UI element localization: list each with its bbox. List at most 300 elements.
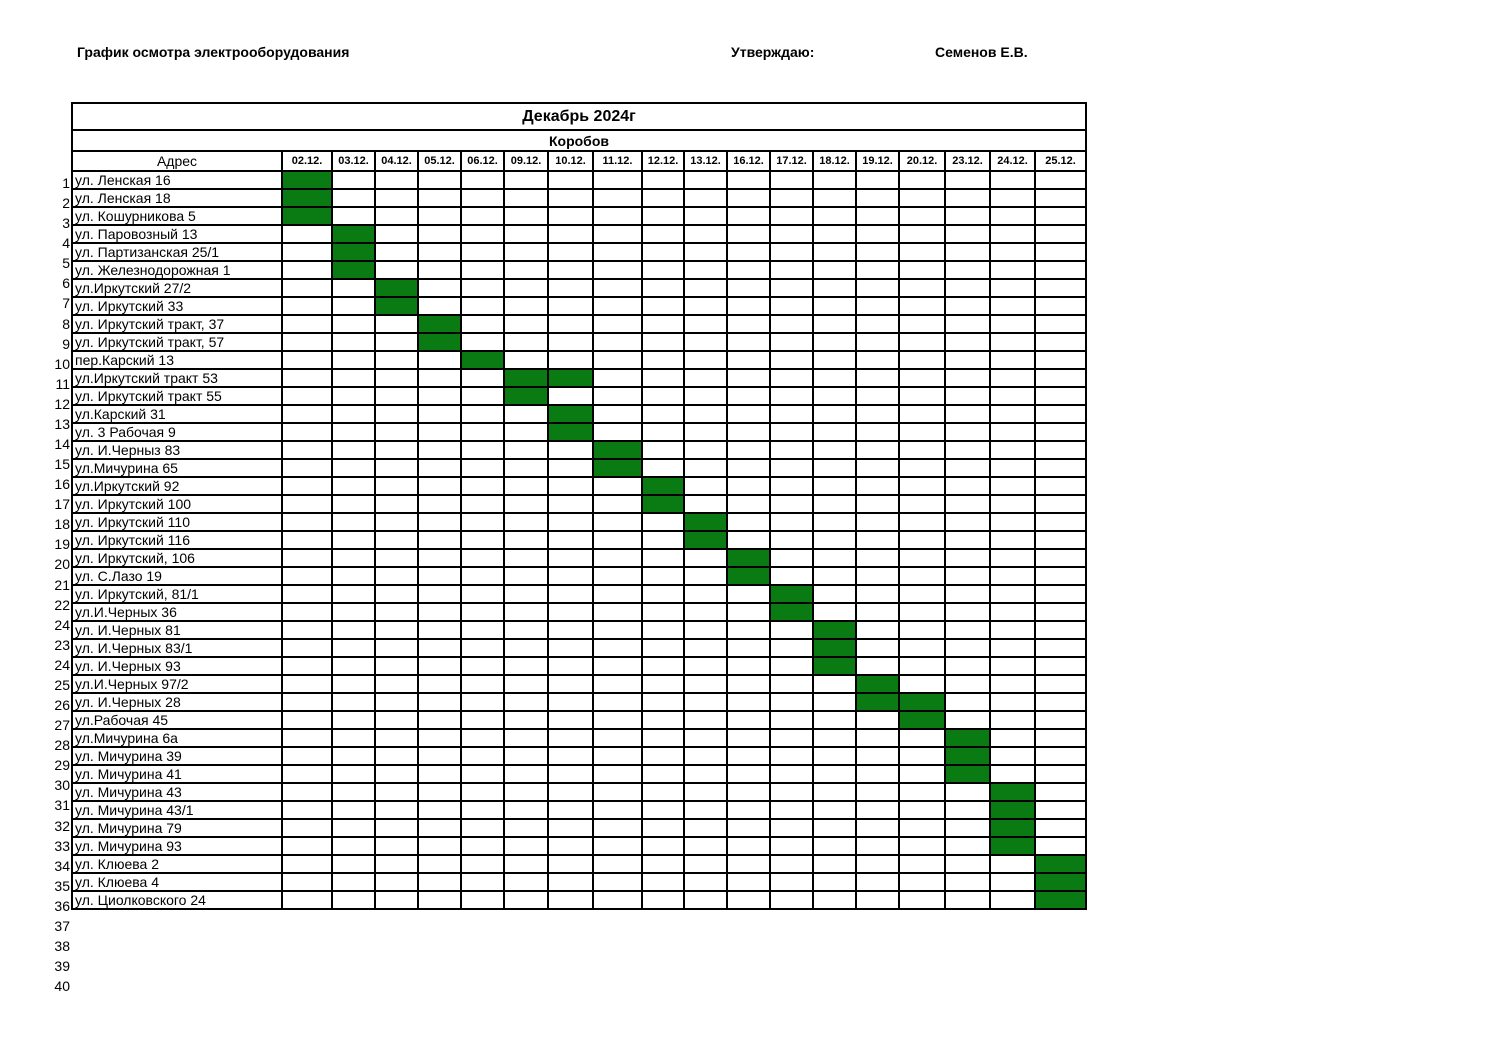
day-cell [461, 495, 504, 513]
address-cell: ул. Иркутский 116 [72, 531, 282, 549]
address-cell: ул. 3 Рабочая 9 [72, 423, 282, 441]
table-row [72, 243, 1086, 261]
day-cell [282, 621, 332, 639]
day-cell [813, 747, 856, 765]
day-cell [990, 729, 1035, 747]
address-cell: ул. Иркутский тракт 55 [72, 387, 282, 405]
address-column-header: Адрес [72, 151, 282, 171]
day-cell [684, 549, 727, 567]
day-cell [375, 855, 418, 873]
table-row [72, 279, 1086, 297]
row-number: 40 [54, 978, 70, 995]
row-number: 1 [62, 175, 70, 191]
day-cell [684, 873, 727, 891]
day-cell [548, 657, 593, 675]
day-cell [727, 729, 770, 747]
day-cell [282, 711, 332, 729]
day-cell [461, 675, 504, 693]
day-cell [990, 639, 1035, 657]
day-cell [813, 405, 856, 423]
day-cell [548, 675, 593, 693]
row-number: 3 [62, 215, 70, 232]
day-cell [684, 261, 727, 279]
day-cell [282, 315, 332, 333]
day-cell [282, 513, 332, 531]
scheduled-day-cell [945, 747, 990, 765]
scheduled-day-cell [642, 477, 684, 495]
day-cell [375, 405, 418, 423]
scheduled-day-cell [593, 441, 642, 459]
day-cell [332, 891, 375, 909]
day-cell [727, 495, 770, 513]
day-cell [593, 585, 642, 603]
day-cell [504, 513, 548, 531]
day-cell [1035, 765, 1086, 783]
day-cell [548, 531, 593, 549]
day-cell [548, 495, 593, 513]
row-numbers [40, 173, 70, 996]
row-number: 10 [54, 355, 70, 372]
day-cell [770, 333, 813, 351]
address-cell: ул. Иркутский 33 [72, 297, 282, 315]
day-cell [727, 333, 770, 351]
day-cell [282, 603, 332, 621]
day-cell [282, 387, 332, 405]
day-cell [727, 657, 770, 675]
day-cell [813, 369, 856, 387]
address-cell: ул.И.Черных 97/2 [72, 675, 282, 693]
address-cell: ул.Рабочая 45 [72, 711, 282, 729]
day-cell [727, 855, 770, 873]
day-cell [945, 837, 990, 855]
day-cell [727, 873, 770, 891]
row-number: 24 [54, 656, 70, 673]
day-cell [856, 747, 899, 765]
day-cell [899, 531, 945, 549]
day-cell [504, 315, 548, 333]
day-cell [642, 171, 684, 189]
table-row [72, 657, 1086, 675]
day-cell [418, 747, 461, 765]
day-cell [375, 549, 418, 567]
day-cell [504, 441, 548, 459]
day-cell [945, 621, 990, 639]
day-cell [593, 405, 642, 423]
scheduled-day-cell [282, 189, 332, 207]
day-cell [899, 585, 945, 603]
day-cell [856, 369, 899, 387]
day-cell [684, 279, 727, 297]
table-row [72, 531, 1086, 549]
day-cell [282, 225, 332, 243]
day-cell [684, 567, 727, 585]
day-cell [642, 801, 684, 819]
day-cell [684, 207, 727, 225]
table-row [72, 387, 1086, 405]
day-cell [945, 513, 990, 531]
approve-label: Утверждаю: [731, 44, 815, 60]
address-cell: ул. И.Черных 83/1 [72, 639, 282, 657]
day-cell [856, 837, 899, 855]
day-cell [548, 693, 593, 711]
day-cell [727, 711, 770, 729]
table-row [72, 549, 1086, 567]
day-cell [418, 621, 461, 639]
day-cell [418, 279, 461, 297]
day-cell [593, 639, 642, 657]
day-cell [990, 711, 1035, 729]
day-cell [813, 261, 856, 279]
day-cell [642, 837, 684, 855]
day-cell [375, 729, 418, 747]
day-cell [899, 279, 945, 297]
day-cell [332, 603, 375, 621]
day-cell [1035, 495, 1086, 513]
day-cell [945, 873, 990, 891]
day-cell [418, 729, 461, 747]
day-cell [684, 621, 727, 639]
day-cell [418, 369, 461, 387]
day-cell [770, 837, 813, 855]
day-cell [770, 279, 813, 297]
day-cell [727, 459, 770, 477]
scheduled-day-cell [282, 207, 332, 225]
day-cell [813, 675, 856, 693]
day-cell [684, 819, 727, 837]
day-cell [813, 837, 856, 855]
day-cell [856, 405, 899, 423]
row-number: 29 [54, 757, 70, 774]
day-cell [770, 729, 813, 747]
day-cell [548, 225, 593, 243]
day-cell [504, 729, 548, 747]
table-row [72, 621, 1086, 639]
day-cell [418, 783, 461, 801]
day-cell [856, 441, 899, 459]
day-cell [727, 351, 770, 369]
day-cell [945, 639, 990, 657]
scheduled-day-cell [418, 333, 461, 351]
day-cell [642, 621, 684, 639]
day-cell [770, 207, 813, 225]
day-cell [375, 657, 418, 675]
day-cell [899, 657, 945, 675]
row-number: 18 [54, 516, 70, 533]
day-cell [1035, 225, 1086, 243]
day-cell [548, 603, 593, 621]
day-cell [684, 333, 727, 351]
day-cell [332, 513, 375, 531]
day-cell [990, 225, 1035, 243]
day-cell [899, 783, 945, 801]
day-cell [593, 729, 642, 747]
day-cell [1035, 531, 1086, 549]
day-cell [1035, 819, 1086, 837]
day-cell [548, 783, 593, 801]
day-cell [375, 315, 418, 333]
day-cell [504, 423, 548, 441]
day-cell [899, 459, 945, 477]
scheduled-day-cell [548, 405, 593, 423]
day-cell [856, 297, 899, 315]
day-cell [856, 549, 899, 567]
day-cell [813, 315, 856, 333]
row-number: 6 [62, 275, 70, 292]
scheduled-day-cell [375, 279, 418, 297]
day-cell [1035, 297, 1086, 315]
day-cell [375, 711, 418, 729]
day-cell [813, 387, 856, 405]
day-cell [593, 171, 642, 189]
row-number: 22 [54, 596, 70, 613]
day-cell [461, 513, 504, 531]
day-cell [945, 297, 990, 315]
scheduled-day-cell [899, 711, 945, 729]
day-cell [332, 819, 375, 837]
day-cell [332, 567, 375, 585]
day-cell [418, 855, 461, 873]
day-cell [461, 189, 504, 207]
day-cell [727, 585, 770, 603]
row-number: 30 [54, 777, 70, 794]
day-cell [990, 495, 1035, 513]
day-cell [990, 423, 1035, 441]
day-cell [1035, 585, 1086, 603]
row-number: 37 [54, 917, 70, 934]
day-cell [593, 783, 642, 801]
day-cell [990, 441, 1035, 459]
day-cell [899, 819, 945, 837]
day-cell [418, 567, 461, 585]
day-cell [1035, 333, 1086, 351]
scheduled-day-cell [990, 819, 1035, 837]
day-cell [593, 369, 642, 387]
day-cell [899, 729, 945, 747]
day-cell [727, 801, 770, 819]
day-cell [899, 225, 945, 243]
scheduled-day-cell [332, 261, 375, 279]
day-cell [945, 189, 990, 207]
day-cell [813, 711, 856, 729]
day-cell [332, 405, 375, 423]
address-cell: ул.И.Черных 36 [72, 603, 282, 621]
day-cell [1035, 207, 1086, 225]
day-cell [548, 747, 593, 765]
day-cell [504, 459, 548, 477]
scheduled-day-cell [856, 693, 899, 711]
day-cell [461, 693, 504, 711]
day-cell [990, 549, 1035, 567]
day-cell [813, 459, 856, 477]
day-cell [461, 171, 504, 189]
day-cell [593, 531, 642, 549]
day-cell [770, 819, 813, 837]
day-cell [684, 423, 727, 441]
day-cell [593, 225, 642, 243]
day-cell [504, 207, 548, 225]
row-number: 35 [54, 877, 70, 894]
day-cell [727, 837, 770, 855]
day-cell [332, 711, 375, 729]
day-cell [461, 531, 504, 549]
day-cell [504, 891, 548, 909]
day-cell [593, 891, 642, 909]
row-number: 21 [54, 576, 70, 593]
day-cell [727, 369, 770, 387]
day-cell [642, 765, 684, 783]
day-cell [1035, 279, 1086, 297]
day-cell [642, 603, 684, 621]
day-cell [770, 171, 813, 189]
document-title: График осмотра электрооборудования [77, 44, 350, 60]
day-cell [856, 873, 899, 891]
day-cell [461, 225, 504, 243]
day-cell [418, 837, 461, 855]
day-cell [375, 207, 418, 225]
table-row [72, 855, 1086, 873]
day-cell [461, 315, 504, 333]
day-cell [727, 387, 770, 405]
day-cell [548, 261, 593, 279]
day-cell [1035, 837, 1086, 855]
table-row [72, 189, 1086, 207]
day-cell [990, 531, 1035, 549]
table-row [72, 459, 1086, 477]
address-cell: ул. И.Черных 93 [72, 657, 282, 675]
day-cell [1035, 639, 1086, 657]
table-row [72, 297, 1086, 315]
day-cell [990, 459, 1035, 477]
scheduled-day-cell [770, 585, 813, 603]
address-cell: ул. Ленская 16 [72, 171, 282, 189]
day-cell [375, 171, 418, 189]
day-cell [642, 657, 684, 675]
day-cell [770, 747, 813, 765]
day-cell [856, 639, 899, 657]
day-cell [770, 297, 813, 315]
day-cell [504, 747, 548, 765]
day-cell [332, 855, 375, 873]
day-cell [642, 297, 684, 315]
day-cell [504, 585, 548, 603]
day-cell [990, 315, 1035, 333]
table-row [72, 333, 1086, 351]
day-cell [945, 585, 990, 603]
day-cell [813, 243, 856, 261]
day-cell [375, 621, 418, 639]
day-cell [593, 675, 642, 693]
day-cell [548, 567, 593, 585]
table-row [72, 207, 1086, 225]
day-cell [945, 549, 990, 567]
day-cell [945, 207, 990, 225]
day-cell [504, 675, 548, 693]
address-cell: ул. Иркутский, 81/1 [72, 585, 282, 603]
day-cell [504, 279, 548, 297]
day-cell [856, 207, 899, 225]
row-number: 33 [54, 837, 70, 854]
day-cell [418, 675, 461, 693]
address-cell: ул. Мичурина 43/1 [72, 801, 282, 819]
row-number: 24 [54, 616, 70, 633]
row-number: 26 [54, 697, 70, 714]
day-cell [642, 441, 684, 459]
day-cell [770, 765, 813, 783]
day-cell [375, 693, 418, 711]
day-cell [727, 675, 770, 693]
day-cell [504, 837, 548, 855]
day-cell [548, 189, 593, 207]
day-cell [727, 603, 770, 621]
day-cell [813, 351, 856, 369]
day-cell [770, 639, 813, 657]
day-cell [461, 387, 504, 405]
date-column-header: 09.12. [504, 151, 548, 171]
day-cell [770, 405, 813, 423]
day-cell [282, 783, 332, 801]
day-cell [945, 225, 990, 243]
day-cell [418, 261, 461, 279]
row-number: 11 [55, 375, 70, 392]
day-cell [727, 783, 770, 801]
day-cell [990, 513, 1035, 531]
row-number: 23 [54, 636, 70, 653]
day-cell [548, 171, 593, 189]
day-cell [813, 765, 856, 783]
day-cell [770, 495, 813, 513]
day-cell [813, 855, 856, 873]
day-cell [418, 603, 461, 621]
day-cell [684, 837, 727, 855]
day-cell [770, 531, 813, 549]
day-cell [461, 603, 504, 621]
day-cell [461, 333, 504, 351]
date-column-header: 05.12. [418, 151, 461, 171]
date-column-header: 17.12. [770, 151, 813, 171]
day-cell [856, 315, 899, 333]
day-cell [770, 711, 813, 729]
address-cell: ул. Кошурникова 5 [72, 207, 282, 225]
day-cell [727, 297, 770, 315]
day-cell [375, 675, 418, 693]
day-cell [504, 495, 548, 513]
day-cell [770, 513, 813, 531]
table-row [72, 603, 1086, 621]
day-cell [945, 459, 990, 477]
day-cell [770, 351, 813, 369]
day-cell [375, 873, 418, 891]
day-cell [332, 585, 375, 603]
day-cell [642, 783, 684, 801]
day-cell [375, 189, 418, 207]
day-cell [899, 801, 945, 819]
day-cell [332, 495, 375, 513]
day-cell [684, 243, 727, 261]
day-cell [504, 693, 548, 711]
day-cell [418, 801, 461, 819]
address-cell: ул. И.Черныз 83 [72, 441, 282, 459]
address-cell: ул. Клюева 2 [72, 855, 282, 873]
scheduled-day-cell [990, 801, 1035, 819]
day-cell [684, 351, 727, 369]
day-cell [332, 207, 375, 225]
day-cell [856, 891, 899, 909]
day-cell [418, 711, 461, 729]
day-cell [856, 855, 899, 873]
day-cell [461, 891, 504, 909]
day-cell [375, 783, 418, 801]
day-cell [684, 765, 727, 783]
